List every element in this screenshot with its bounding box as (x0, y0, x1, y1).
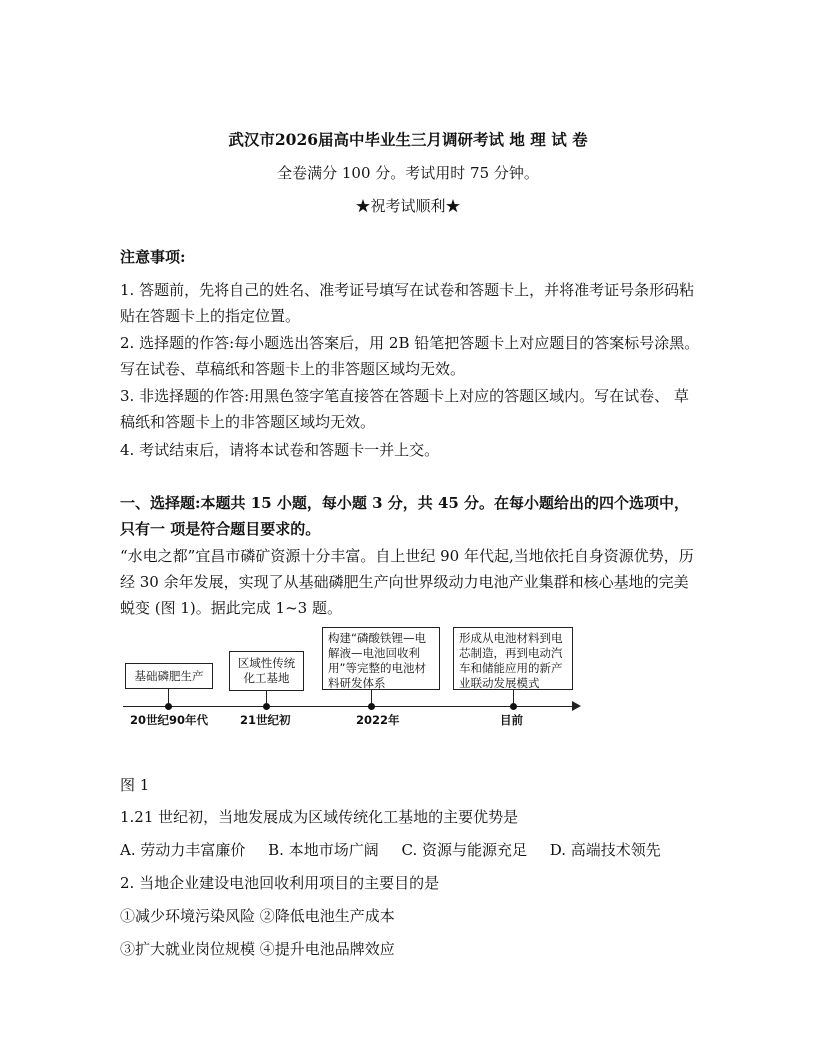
option-d: D. 高端技术领先 (549, 841, 661, 859)
notice-item-1: 1. 答题前，先将自己的姓名、准考证号填写在试卷和答题卡上，并将准考证号条形码粘贴在答题卡上的指定位置。 (120, 281, 695, 325)
section-intro: “水电之都”宜昌市磷矿资源十分丰富。自上世纪 90 年代起,当地依托自身资源优势，历经 30 余年发展，实现了从基础磷肥生产向世界级动力电池产业集群和核心基地的完美蜕变 (图 1)。据此完成 1~3 题。 (120, 547, 694, 617)
option-c: C. 资源与能源充足 (401, 841, 527, 859)
good-luck-line: ★祝考试顺利★ (355, 197, 461, 215)
timeline-label-3: 2022年 (356, 713, 400, 727)
question-2-statements-1: ①减少环境污染风险 ②降低电池生产成本 (120, 907, 395, 925)
timeline-dot (368, 703, 375, 710)
timeline-label-2: 21世纪初 (240, 713, 291, 727)
event-box-4: 形成从电池材料到电芯制造，再到电动汽车和储能应用的新产业联动发展模式 (453, 627, 573, 690)
notice-item-3: 3. 非选择题的作答:用黑色签字笔直接答在答题卡上对应的答题区域内。写在试卷、 草稿纸和答题卡上的非答题区域均无效。 (120, 387, 689, 431)
notice-item-4: 4. 考试结束后，请将本试卷和答题卡一并上交。 (120, 441, 440, 459)
event-box-1: 基础磷肥生产 (125, 663, 213, 689)
notice-heading: 注意事项: (120, 248, 186, 266)
timeline-label-4: 目前 (500, 713, 523, 727)
question-1-options (120, 839, 679, 860)
timeline-label-1: 20世纪90年代 (130, 713, 209, 727)
question-1-stem: 1.21 世纪初，当地发展成为区域传统化工基地的主要优势是 (120, 808, 519, 826)
timeline-dot (263, 703, 270, 710)
timeline-dot (165, 703, 172, 710)
timeline-axis (123, 706, 575, 707)
option-b: B. 本地市场广阔 (268, 841, 379, 859)
section-heading: 一、选择题:本题共 15 小题，每小题 3 分，共 45 分。在每小题给出的四个选项中，只有一 项是符合题目要求的。 (120, 494, 690, 538)
exam-title: 武汉市2026届高中毕业生三月调研考试 地 理 试 卷 (228, 130, 588, 149)
option-a: A. 劳动力丰富廉价 (120, 841, 246, 859)
timeline-arrow-icon (572, 701, 581, 711)
question-2-stem: 2. 当地企业建设电池回收利用项目的主要目的是 (120, 874, 440, 892)
notice-item-2: 2. 选择题的作答:每小题选出答案后，用 2B 铅笔把答题卡上对应题目的答案标号涂黑。写在试卷、草稿纸和答题卡上的非答题区域均无效。 (120, 334, 700, 378)
question-2-statements-2: ③扩大就业岗位规模 ④提升电池品牌效应 (120, 940, 395, 958)
exam-subtitle: 全卷满分 100 分。考试用时 75 分钟。 (277, 164, 539, 182)
figure-caption: 图 1 (120, 776, 150, 794)
event-box-3: 构建“磷酸铁锂—电解液—电池回收利用”等完整的电池材料研发体系 (322, 627, 440, 690)
event-box-2: 区域性传统化工基地 (229, 651, 304, 691)
timeline-dot (510, 703, 517, 710)
